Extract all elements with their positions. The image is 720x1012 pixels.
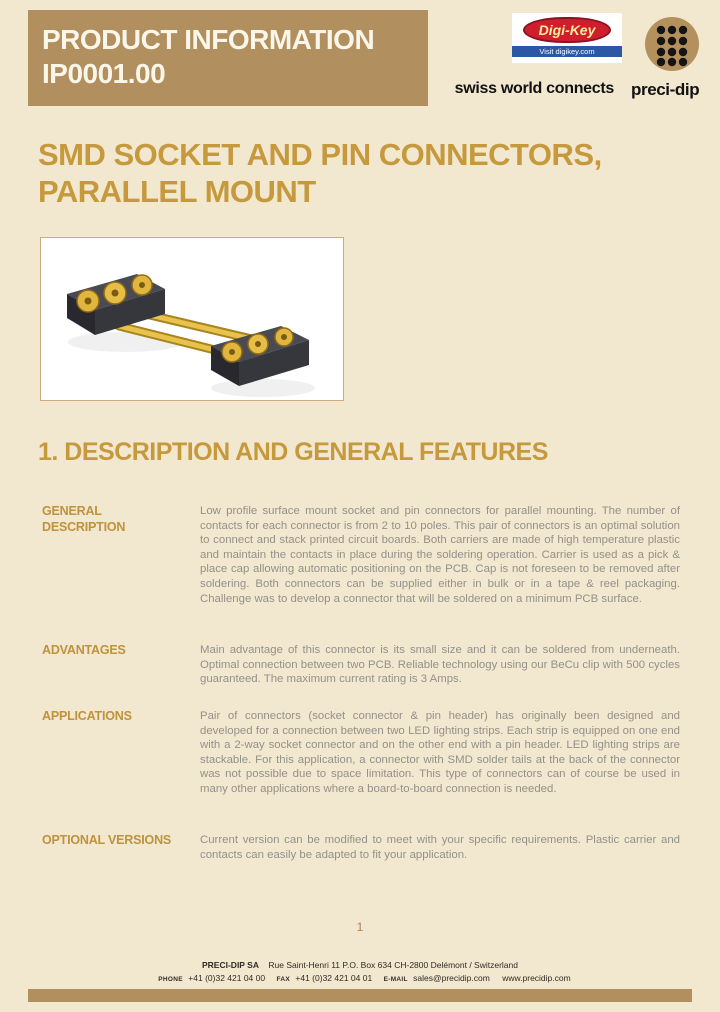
brand-tagline: swiss world connects [454, 80, 614, 97]
section-label-general-description: GENERAL DESCRIPTION [42, 504, 126, 534]
section-text-optional-versions: Current version can be modified to meet with your specific requirements. Plastic carrier and contacts can easily be adapted to fit your application. [200, 834, 680, 861]
section-general-description [42, 504, 680, 606]
section-optional-versions [42, 833, 680, 862]
footer-fax: +41 (0)32 421 04 01 [295, 973, 373, 983]
section-heading: 1. DESCRIPTION AND GENERAL FEATURES [38, 438, 548, 466]
header-banner [28, 10, 428, 106]
bottom-bar [28, 989, 692, 1002]
footer-phone: +41 (0)32 421 04 00 [188, 973, 266, 983]
section-label-advantages: ADVANTAGES [42, 643, 126, 657]
section-label-optional-versions: OPTIONAL VERSIONS [42, 833, 172, 847]
footer-phone-label: PHONE [158, 976, 183, 983]
doc-number: IP0001.00 [42, 58, 166, 89]
section-text-advantages: Main advantage of this connector is its small size and it can be soldered from underneath. Optimal connection between two PCB. Reliable technology using our BeCu clip with 500 cycles guaranteed. The maximum current rating is 3 Amps. [200, 644, 680, 686]
section-text-general-description: Low profile surface mount socket and pin connectors for parallel mounting. The number of contacts for each connector is from 2 to 10 poles. This pair of connectors is an optimal solution to connect and stack printed circuit boards. Both carriers are made of high temperature plastic and maintain the contacts in place during the soldering operation. Carrier is used as a pick & place cap allowing automatic positioning on the PCB. Cap is not foreseen to be removed after soldering. Both connectors can be supplied either in bulk or in a tape & reel packaging. Challenge was to develop a connector that will be soldered on a minimum PCB surface. [200, 505, 680, 605]
footer-fax-label: FAX [276, 976, 291, 983]
doc-type-title: PRODUCT INFORMATION [42, 24, 375, 55]
precidip-dots-icon [644, 16, 700, 72]
brand-name: preci-dip [631, 80, 700, 99]
footer-company: PRECI-DIP SA [202, 960, 259, 970]
footer-contact-line [0, 973, 720, 983]
section-text-applications: Pair of connectors (socket connector & pin header) has originally been designed and developed for a connection between two LED lighting strips. Each strip is equipped on one end with a 2-way socket connector and on the other end with a pin header. LED lighting strips are stackable. For this application, a connector with SMD solder tails at the back of the connector was not possible due to space limitation. This type of connectors can of course be used in many other applications where a board-to-board connection is needed. [200, 710, 680, 795]
footer-email-label: E-MAIL [383, 976, 408, 983]
footer [0, 960, 720, 983]
footer-website-link[interactable]: www.precidip.com [502, 973, 571, 983]
page-title: SMD SOCKET AND PIN CONNECTORS, PARALLEL MOUNT [38, 137, 602, 209]
digikey-link[interactable]: Visit digikey.com [512, 46, 622, 57]
connector-photo [40, 237, 344, 401]
section-applications [42, 709, 680, 797]
digikey-logo-text: Digi-Key [538, 22, 596, 38]
footer-address: Rue Saint-Henri 11 P.O. Box 634 CH-2800 Delémont / Switzerland [268, 960, 518, 970]
digikey-logo[interactable] [512, 13, 622, 63]
footer-email-link[interactable]: sales@precidip.com [413, 973, 490, 983]
footer-address-line [0, 960, 720, 970]
section-label-applications: APPLICATIONS [42, 709, 132, 723]
page-number: 1 [356, 920, 364, 934]
section-advantages [42, 643, 680, 687]
digikey-badge-icon [523, 17, 612, 43]
